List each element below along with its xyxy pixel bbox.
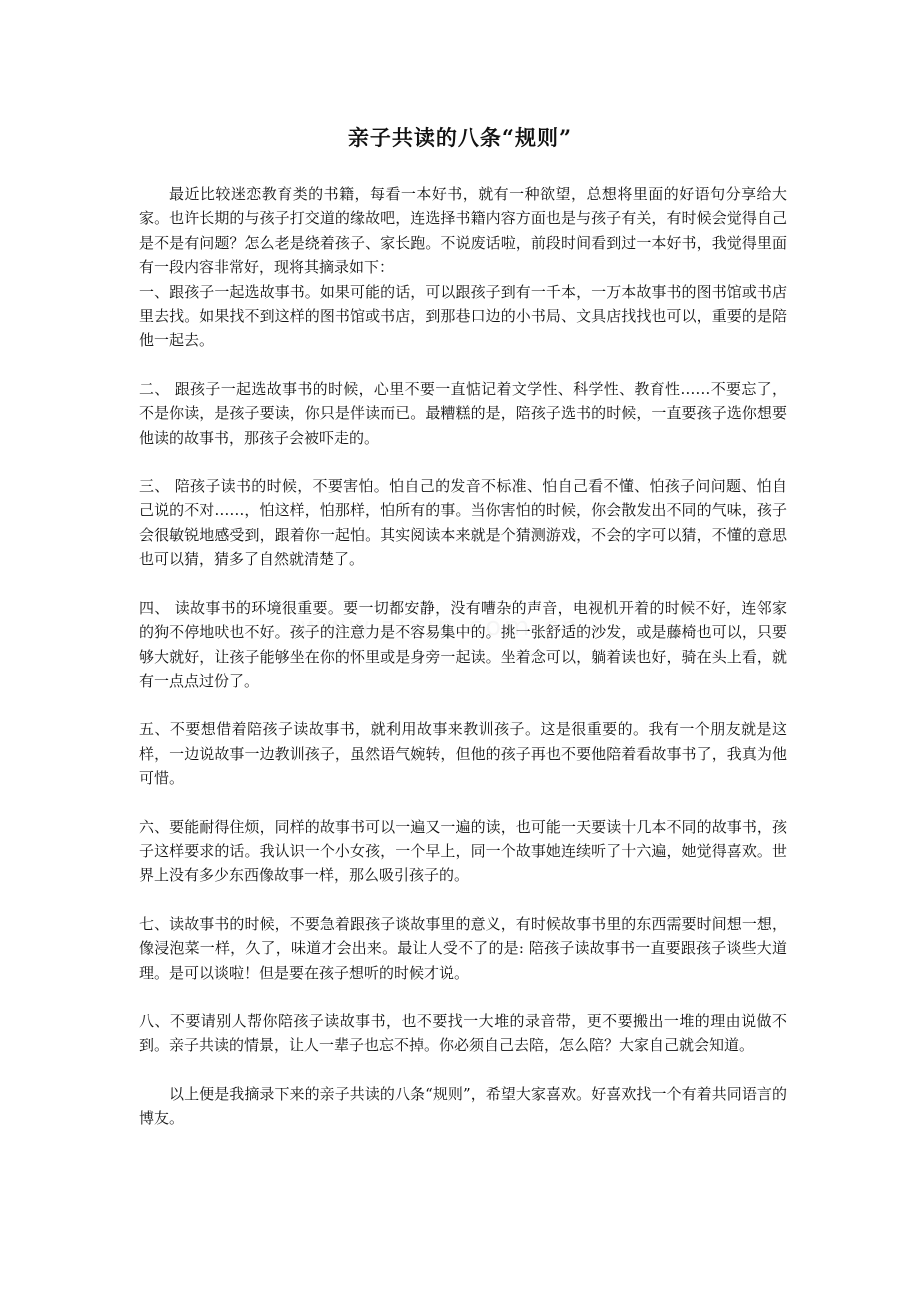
intro-paragraph: 最近比较迷恋教育类的书籍，每看一本好书，就有一种欲望，总想将里面的好语句分享给大家。也许长期的与孩子打交道的缘故吧，连选择书籍内容方面也是与孩子有关，有时候会觉得自己是不是有问题？怎么老是绕着孩子、家长跑。不说废话啦，前段时间看到过一本好书，我觉得里面有一段内容非常好，现将其摘录如下：: [139, 185, 787, 277]
closing-paragraph: 以上便是我摘录下来的亲子共读的八条“规则”，希望大家喜欢。好喜欢找一个有着共同语言的博友。: [139, 1084, 787, 1128]
rule-paragraph-4: 四、 读故事书的环境很重要。要一切都安静，没有嘈杂的声音，电视机开着的时候不好，连邻家的狗不停地吠也不好。孩子的注意力是不容易集中的。挑一张舒适的沙发，或是藤椅也可以，只要够大就好，让孩子能够坐在你的怀里或是身旁一起读。坐着念可以，躺着读也好，骑在头上看，就有一点点过份了。: [139, 598, 787, 690]
document-title: 亲子共读的八条“规则”: [347, 125, 573, 150]
rule-paragraph-1: 一、跟孩子一起选故事书。如果可能的话，可以跟孩子到有一千本，一万本故事书的图书馆或书店里去找。如果找不到这样的图书馆或书店，到那巷口边的小书局、文具店找找也可以，重要的是陪他一起去。: [139, 282, 787, 350]
rule-paragraph-7: 七、读故事书的时候，不要急着跟孩子谈故事里的意义，有时候故事书里的东西需要时间想一想，像浸泡菜一样，久了，味道才会出来。最让人受不了的是: 陪孩子读故事书一直要跟孩子谈些大道理。是可以谈啦！但是要在孩子想听的时候才说。: [139, 914, 787, 982]
rule-paragraph-3: 三、 陪孩子读书的时候，不要害怕。怕自己的发音不标准、怕自己看不懂、怕孩子问问题、怕自己说的不对……，怕这样，怕那样，怕所有的事。当你害怕的时候，你会散发出不同的气味，孩子会很敏锐地感受到，跟着你一起怕。其实阅读本来就是个猜测游戏，不会的字可以猜，不懂的意思也可以猜，猜多了自然就清楚了。: [139, 477, 787, 569]
document-body: [139, 182, 787, 1131]
rule-paragraph-6: 六、要能耐得住烦，同样的故事书可以一遍又一遍的读，也可能一天要读十几本不同的故事书，孩子这样要求的话。我认识一个小女孩，一个早上，同一个故事她连续听了十六遍，她觉得喜欢。世界上没有多少东西像故事一样，那么吸引孩子的。: [139, 817, 787, 885]
rule-paragraph-2: 二、 跟孩子一起选故事书的时候，心里不要一直惦记着文学性、科学性、教育性……不要忘了，不是你读，是孩子要读，你只是伴读而已。最糟糕的是，陪孩子选书的时候，一直要孩子选你想要他读的故事书，那孩子会被吓走的。: [139, 379, 787, 447]
rule-paragraph-5: 五、不要想借着陪孩子读故事书，就利用故事来教训孩子。这是很重要的。我有一个朋友就是这样，一边说故事一边教训孩子，虽然语气婉转，但他的孩子再也不要他陪着看故事书了，我真为他可惜。: [139, 720, 787, 788]
rule-paragraph-8: 八、不要请别人帮你陪孩子读故事书，也不要找一大堆的录音带，更不要搬出一堆的理由说做不到。亲子共读的情景，让人一辈子也忘不掉。你必须自己去陪，怎么陪？大家自己就会知道。: [139, 1011, 787, 1055]
